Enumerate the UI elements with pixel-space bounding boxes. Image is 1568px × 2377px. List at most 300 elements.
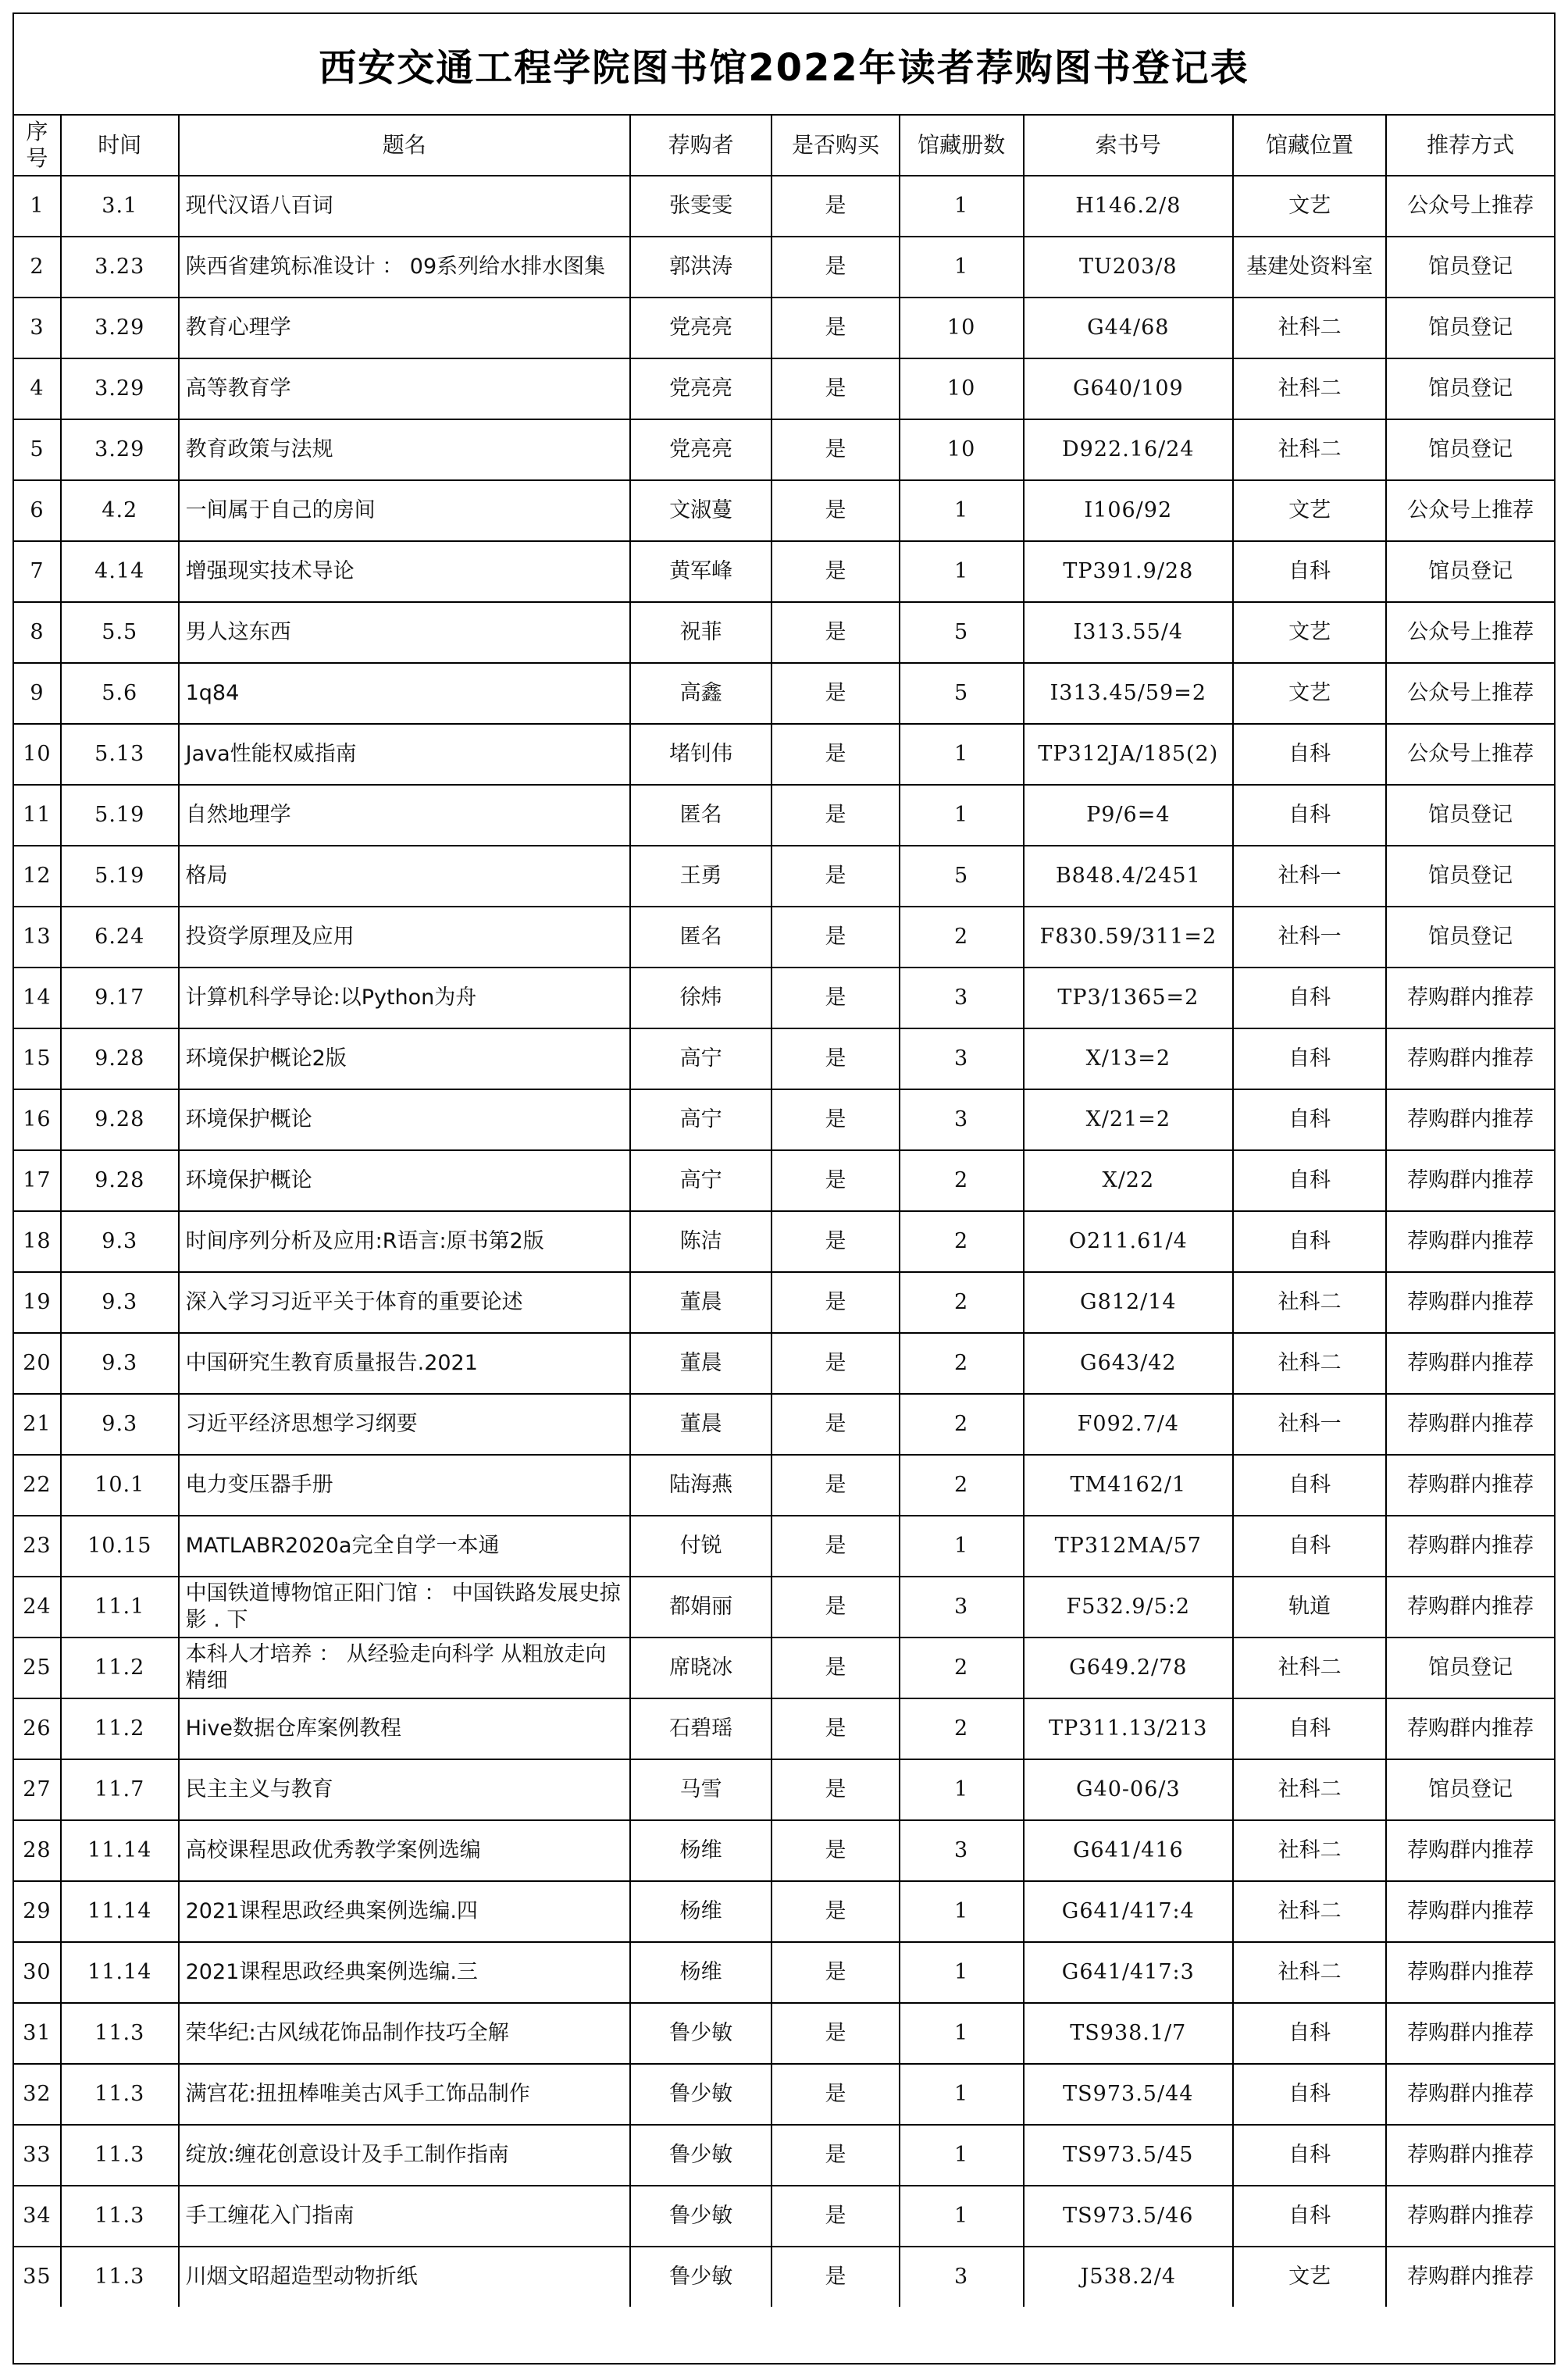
cell-date: 11.3 (61, 2186, 179, 2247)
cell-purchased: 是 (772, 1942, 899, 2003)
cell-purchased: 是 (772, 541, 899, 602)
col-header-recommender: 荐购者 (630, 116, 772, 176)
table-row (14, 1698, 1554, 1759)
cell-title: Java性能权威指南 (179, 724, 630, 785)
cell-method: 荐购群内推荐 (1386, 968, 1554, 1028)
cell-title: 2021课程思政经典案例选编.三 (179, 1942, 630, 2003)
table-row (14, 1272, 1554, 1333)
cell-recommender: 高宁 (630, 1089, 772, 1150)
cell-purchased: 是 (772, 2064, 899, 2125)
cell-index: 28 (14, 1820, 61, 1881)
cell-call-number: G640/109 (1024, 358, 1233, 419)
cell-call-number: F532.9/5:2 (1024, 1577, 1233, 1638)
cell-recommender: 祝菲 (630, 602, 772, 663)
cell-date: 5.19 (61, 846, 179, 907)
cell-copies: 10 (900, 358, 1024, 419)
cell-index: 35 (14, 2247, 61, 2307)
cell-index: 30 (14, 1942, 61, 2003)
cell-date: 9.3 (61, 1394, 179, 1455)
cell-method: 馆员登记 (1386, 1759, 1554, 1820)
cell-copies: 1 (900, 724, 1024, 785)
cell-copies: 2 (900, 1394, 1024, 1455)
cell-method: 馆员登记 (1386, 419, 1554, 480)
cell-location: 社科二 (1233, 1881, 1386, 1942)
cell-recommender: 张雯雯 (630, 176, 772, 237)
cell-copies: 2 (900, 1455, 1024, 1516)
cell-method: 馆员登记 (1386, 846, 1554, 907)
cell-purchased: 是 (772, 785, 899, 846)
cell-location: 社科二 (1233, 1759, 1386, 1820)
table-row (14, 2064, 1554, 2125)
cell-call-number: TP312MA/57 (1024, 1516, 1233, 1577)
cell-purchased: 是 (772, 2247, 899, 2307)
cell-index: 17 (14, 1150, 61, 1211)
cell-index: 16 (14, 1089, 61, 1150)
cell-copies: 2 (900, 1698, 1024, 1759)
cell-index: 34 (14, 2186, 61, 2247)
cell-date: 10.15 (61, 1516, 179, 1577)
table-row (14, 1394, 1554, 1455)
cell-title: 高等教育学 (179, 358, 630, 419)
cell-index: 9 (14, 663, 61, 724)
cell-method: 馆员登记 (1386, 1638, 1554, 1698)
cell-recommender: 高宁 (630, 1150, 772, 1211)
cell-index: 29 (14, 1881, 61, 1942)
cell-call-number: G649.2/78 (1024, 1638, 1233, 1698)
cell-title: 手工缠花入门指南 (179, 2186, 630, 2247)
cell-purchased: 是 (772, 1028, 899, 1089)
cell-method: 荐购群内推荐 (1386, 1089, 1554, 1150)
cell-method: 荐购群内推荐 (1386, 1272, 1554, 1333)
cell-purchased: 是 (772, 480, 899, 541)
cell-index: 26 (14, 1698, 61, 1759)
cell-call-number: F830.59/311=2 (1024, 907, 1233, 968)
table-row (14, 1577, 1554, 1638)
cell-location: 自科 (1233, 1211, 1386, 1272)
cell-location: 自科 (1233, 724, 1386, 785)
cell-date: 11.7 (61, 1759, 179, 1820)
cell-method: 荐购群内推荐 (1386, 2125, 1554, 2186)
cell-location: 社科二 (1233, 419, 1386, 480)
cell-method: 馆员登记 (1386, 358, 1554, 419)
cell-date: 11.14 (61, 1820, 179, 1881)
cell-location: 自科 (1233, 1028, 1386, 1089)
cell-recommender: 董晨 (630, 1272, 772, 1333)
cell-title: 深入学习习近平关于体育的重要论述 (179, 1272, 630, 1333)
cell-call-number: O211.61/4 (1024, 1211, 1233, 1272)
cell-index: 19 (14, 1272, 61, 1333)
cell-title: 现代汉语八百词 (179, 176, 630, 237)
cell-location: 社科二 (1233, 298, 1386, 358)
cell-purchased: 是 (772, 1638, 899, 1698)
cell-date: 4.14 (61, 541, 179, 602)
cell-purchased: 是 (772, 1577, 899, 1638)
cell-title: 中国研究生教育质量报告.2021 (179, 1333, 630, 1394)
cell-title: MATLABR2020a完全自学一本通 (179, 1516, 630, 1577)
cell-method: 馆员登记 (1386, 298, 1554, 358)
cell-recommender: 席晓冰 (630, 1638, 772, 1698)
cell-location: 自科 (1233, 1516, 1386, 1577)
cell-date: 3.1 (61, 176, 179, 237)
table-row (14, 2247, 1554, 2307)
cell-recommender: 文淑蔓 (630, 480, 772, 541)
cell-location: 社科一 (1233, 1394, 1386, 1455)
cell-index: 12 (14, 846, 61, 907)
cell-purchased: 是 (772, 237, 899, 298)
cell-title: 男人这东西 (179, 602, 630, 663)
cell-copies: 1 (900, 541, 1024, 602)
cell-call-number: G641/417:3 (1024, 1942, 1233, 2003)
cell-location: 文艺 (1233, 2247, 1386, 2307)
cell-date: 11.3 (61, 2064, 179, 2125)
cell-purchased: 是 (772, 1333, 899, 1394)
cell-date: 11.2 (61, 1698, 179, 1759)
cell-method: 荐购群内推荐 (1386, 1881, 1554, 1942)
cell-date: 9.28 (61, 1150, 179, 1211)
cell-location: 文艺 (1233, 176, 1386, 237)
cell-call-number: TS938.1/7 (1024, 2003, 1233, 2064)
cell-recommender: 高宁 (630, 1028, 772, 1089)
cell-index: 8 (14, 602, 61, 663)
cell-copies: 2 (900, 1638, 1024, 1698)
cell-title: 投资学原理及应用 (179, 907, 630, 968)
cell-recommender: 董晨 (630, 1394, 772, 1455)
cell-index: 33 (14, 2125, 61, 2186)
cell-copies: 5 (900, 846, 1024, 907)
table-row (14, 1820, 1554, 1881)
col-header-title: 题名 (179, 116, 630, 176)
cell-purchased: 是 (772, 1394, 899, 1455)
cell-title: 格局 (179, 846, 630, 907)
cell-call-number: D922.16/24 (1024, 419, 1233, 480)
cell-index: 15 (14, 1028, 61, 1089)
cell-copies: 1 (900, 2064, 1024, 2125)
cell-purchased: 是 (772, 1881, 899, 1942)
cell-location: 自科 (1233, 2064, 1386, 2125)
cell-method: 公众号上推荐 (1386, 176, 1554, 237)
cell-recommender: 鲁少敏 (630, 2003, 772, 2064)
cell-index: 2 (14, 237, 61, 298)
cell-call-number: TP391.9/28 (1024, 541, 1233, 602)
cell-call-number: G641/417:4 (1024, 1881, 1233, 1942)
cell-recommender: 都娟丽 (630, 1577, 772, 1638)
cell-date: 11.3 (61, 2247, 179, 2307)
header-row (14, 116, 1554, 176)
cell-purchased: 是 (772, 1211, 899, 1272)
cell-title: 民主主义与教育 (179, 1759, 630, 1820)
cell-copies: 1 (900, 237, 1024, 298)
cell-method: 荐购群内推荐 (1386, 2003, 1554, 2064)
cell-copies: 1 (900, 2003, 1024, 2064)
cell-call-number: TM4162/1 (1024, 1455, 1233, 1516)
cell-date: 9.17 (61, 968, 179, 1028)
cell-location: 自科 (1233, 2125, 1386, 2186)
cell-call-number: G643/42 (1024, 1333, 1233, 1394)
cell-method: 公众号上推荐 (1386, 602, 1554, 663)
cell-recommender: 高鑫 (630, 663, 772, 724)
cell-recommender: 付锐 (630, 1516, 772, 1577)
cell-call-number: G812/14 (1024, 1272, 1233, 1333)
table-row (14, 1455, 1554, 1516)
cell-location: 自科 (1233, 541, 1386, 602)
cell-copies: 3 (900, 2247, 1024, 2307)
table-row (14, 1759, 1554, 1820)
cell-title: 自然地理学 (179, 785, 630, 846)
cell-copies: 3 (900, 1089, 1024, 1150)
cell-call-number: TP3/1365=2 (1024, 968, 1233, 1028)
cell-method: 荐购群内推荐 (1386, 2064, 1554, 2125)
cell-call-number: X/13=2 (1024, 1028, 1233, 1089)
cell-date: 9.28 (61, 1028, 179, 1089)
cell-purchased: 是 (772, 663, 899, 724)
table-row (14, 907, 1554, 968)
cell-location: 社科二 (1233, 358, 1386, 419)
cell-index: 31 (14, 2003, 61, 2064)
cell-purchased: 是 (772, 176, 899, 237)
cell-location: 自科 (1233, 2186, 1386, 2247)
cell-recommender: 董晨 (630, 1333, 772, 1394)
cell-copies: 3 (900, 1820, 1024, 1881)
cell-title: 电力变压器手册 (179, 1455, 630, 1516)
cell-call-number: I313.45/59=2 (1024, 663, 1233, 724)
cell-purchased: 是 (772, 1759, 899, 1820)
cell-recommender: 郭洪涛 (630, 237, 772, 298)
cell-index: 24 (14, 1577, 61, 1638)
table-row (14, 1150, 1554, 1211)
cell-purchased: 是 (772, 2125, 899, 2186)
table-row (14, 2003, 1554, 2064)
cell-call-number: X/21=2 (1024, 1089, 1233, 1150)
cell-title: 计算机科学导论:以Python为舟 (179, 968, 630, 1028)
cell-method: 公众号上推荐 (1386, 480, 1554, 541)
table-row (14, 1638, 1554, 1698)
cell-method: 荐购群内推荐 (1386, 1150, 1554, 1211)
cell-location: 社科二 (1233, 1942, 1386, 2003)
cell-title: 时间序列分析及应用:R语言:原书第2版 (179, 1211, 630, 1272)
cell-call-number: TS973.5/46 (1024, 2186, 1233, 2247)
cell-call-number: P9/6=4 (1024, 785, 1233, 846)
col-header-call-number: 索书号 (1024, 116, 1233, 176)
cell-purchased: 是 (772, 1455, 899, 1516)
register-sheet (12, 12, 1556, 2365)
cell-method: 馆员登记 (1386, 541, 1554, 602)
cell-index: 13 (14, 907, 61, 968)
cell-location: 社科二 (1233, 1333, 1386, 1394)
cell-method: 荐购群内推荐 (1386, 1028, 1554, 1089)
table-row (14, 176, 1554, 237)
cell-title: 增强现实技术导论 (179, 541, 630, 602)
col-header-index: 序号 (14, 116, 61, 176)
cell-copies: 1 (900, 785, 1024, 846)
cell-recommender: 杨维 (630, 1881, 772, 1942)
cell-title: 绽放:缠花创意设计及手工制作指南 (179, 2125, 630, 2186)
table-row (14, 358, 1554, 419)
table-row (14, 1333, 1554, 1394)
cell-method: 荐购群内推荐 (1386, 1577, 1554, 1638)
cell-index: 3 (14, 298, 61, 358)
cell-call-number: G44/68 (1024, 298, 1233, 358)
cell-date: 9.28 (61, 1089, 179, 1150)
table-row (14, 419, 1554, 480)
cell-method: 馆员登记 (1386, 785, 1554, 846)
cell-call-number: TS973.5/44 (1024, 2064, 1233, 2125)
cell-index: 23 (14, 1516, 61, 1577)
cell-title: 陕西省建筑标准设计 ： 09系列给水排水图集 (179, 237, 630, 298)
cell-method: 公众号上推荐 (1386, 724, 1554, 785)
cell-date: 10.1 (61, 1455, 179, 1516)
page-title: 西安交通工程学院图书馆2022年读者荐购图书登记表 (14, 14, 1554, 116)
cell-index: 25 (14, 1638, 61, 1698)
cell-purchased: 是 (772, 298, 899, 358)
cell-purchased: 是 (772, 724, 899, 785)
cell-method: 馆员登记 (1386, 237, 1554, 298)
cell-recommender: 匿名 (630, 785, 772, 846)
cell-index: 27 (14, 1759, 61, 1820)
cell-index: 32 (14, 2064, 61, 2125)
cell-recommender: 鲁少敏 (630, 2064, 772, 2125)
cell-call-number: X/22 (1024, 1150, 1233, 1211)
cell-copies: 3 (900, 1028, 1024, 1089)
col-header-purchased: 是否购买 (772, 116, 899, 176)
cell-index: 11 (14, 785, 61, 846)
cell-index: 18 (14, 1211, 61, 1272)
cell-index: 7 (14, 541, 61, 602)
cell-index: 10 (14, 724, 61, 785)
cell-copies: 1 (900, 480, 1024, 541)
cell-date: 5.6 (61, 663, 179, 724)
table-row (14, 663, 1554, 724)
cell-location: 自科 (1233, 1698, 1386, 1759)
cell-recommender: 石碧瑶 (630, 1698, 772, 1759)
cell-copies: 1 (900, 1942, 1024, 2003)
cell-method: 荐购群内推荐 (1386, 1698, 1554, 1759)
cell-title: 教育政策与法规 (179, 419, 630, 480)
cell-index: 21 (14, 1394, 61, 1455)
cell-copies: 1 (900, 2125, 1024, 2186)
cell-copies: 5 (900, 663, 1024, 724)
cell-index: 14 (14, 968, 61, 1028)
cell-date: 11.1 (61, 1577, 179, 1638)
cell-copies: 3 (900, 1577, 1024, 1638)
cell-call-number: I106/92 (1024, 480, 1233, 541)
cell-date: 9.3 (61, 1211, 179, 1272)
cell-recommender: 堵钊伟 (630, 724, 772, 785)
cell-title: Hive数据仓库案例教程 (179, 1698, 630, 1759)
cell-date: 3.29 (61, 419, 179, 480)
cell-recommender: 马雪 (630, 1759, 772, 1820)
cell-recommender: 王勇 (630, 846, 772, 907)
cell-date: 3.29 (61, 358, 179, 419)
cell-copies: 1 (900, 1759, 1024, 1820)
cell-method: 荐购群内推荐 (1386, 2247, 1554, 2307)
cell-title: 教育心理学 (179, 298, 630, 358)
cell-index: 6 (14, 480, 61, 541)
cell-purchased: 是 (772, 1516, 899, 1577)
cell-purchased: 是 (772, 1698, 899, 1759)
cell-date: 6.24 (61, 907, 179, 968)
cell-purchased: 是 (772, 2186, 899, 2247)
cell-date: 11.14 (61, 1881, 179, 1942)
col-header-copies: 馆藏册数 (900, 116, 1024, 176)
cell-location: 自科 (1233, 785, 1386, 846)
cell-location: 文艺 (1233, 602, 1386, 663)
cell-call-number: B848.4/2451 (1024, 846, 1233, 907)
cell-recommender: 黄军峰 (630, 541, 772, 602)
cell-method: 荐购群内推荐 (1386, 1516, 1554, 1577)
cell-copies: 10 (900, 419, 1024, 480)
cell-location: 自科 (1233, 2003, 1386, 2064)
cell-index: 5 (14, 419, 61, 480)
table-row (14, 1881, 1554, 1942)
cell-copies: 10 (900, 298, 1024, 358)
cell-call-number: I313.55/4 (1024, 602, 1233, 663)
cell-recommender: 杨维 (630, 1942, 772, 2003)
table-row (14, 2186, 1554, 2247)
cell-copies: 2 (900, 1272, 1024, 1333)
cell-index: 20 (14, 1333, 61, 1394)
cell-title: 中国铁道博物馆正阳门馆 ： 中国铁路发展史掠影 . 下 (179, 1577, 630, 1638)
cell-purchased: 是 (772, 1150, 899, 1211)
cell-date: 3.29 (61, 298, 179, 358)
cell-recommender: 党亮亮 (630, 419, 772, 480)
cell-title: 荣华纪:古风绒花饰品制作技巧全解 (179, 2003, 630, 2064)
cell-date: 11.14 (61, 1942, 179, 2003)
cell-location: 文艺 (1233, 663, 1386, 724)
cell-copies: 1 (900, 2186, 1024, 2247)
cell-method: 荐购群内推荐 (1386, 1333, 1554, 1394)
cell-title: 满宫花:扭扭棒唯美古风手工饰品制作 (179, 2064, 630, 2125)
table-row (14, 541, 1554, 602)
cell-date: 5.5 (61, 602, 179, 663)
cell-call-number: TU203/8 (1024, 237, 1233, 298)
cell-recommender: 鲁少敏 (630, 2186, 772, 2247)
cell-purchased: 是 (772, 2003, 899, 2064)
table-row (14, 298, 1554, 358)
table-row (14, 968, 1554, 1028)
cell-copies: 2 (900, 1150, 1024, 1211)
cell-call-number: TP311.13/213 (1024, 1698, 1233, 1759)
cell-recommender: 匿名 (630, 907, 772, 968)
cell-method: 荐购群内推荐 (1386, 1211, 1554, 1272)
cell-location: 社科二 (1233, 1272, 1386, 1333)
cell-call-number: F092.7/4 (1024, 1394, 1233, 1455)
table-row (14, 1089, 1554, 1150)
cell-title: 环境保护概论2版 (179, 1028, 630, 1089)
cell-location: 自科 (1233, 1089, 1386, 1150)
cell-copies: 5 (900, 602, 1024, 663)
cell-method: 馆员登记 (1386, 907, 1554, 968)
cell-purchased: 是 (772, 602, 899, 663)
cell-location: 文艺 (1233, 480, 1386, 541)
cell-location: 自科 (1233, 968, 1386, 1028)
table-row (14, 1211, 1554, 1272)
cell-location: 社科一 (1233, 907, 1386, 968)
cell-method: 荐购群内推荐 (1386, 1394, 1554, 1455)
cell-title: 环境保护概论 (179, 1150, 630, 1211)
cell-date: 5.13 (61, 724, 179, 785)
cell-date: 9.3 (61, 1333, 179, 1394)
cell-method: 荐购群内推荐 (1386, 1942, 1554, 2003)
cell-copies: 1 (900, 1881, 1024, 1942)
cell-location: 自科 (1233, 1150, 1386, 1211)
cell-title: 环境保护概论 (179, 1089, 630, 1150)
cell-call-number: G641/416 (1024, 1820, 1233, 1881)
cell-location: 社科二 (1233, 1820, 1386, 1881)
col-header-method: 推荐方式 (1386, 116, 1554, 176)
cell-date: 11.3 (61, 2125, 179, 2186)
cell-recommender: 鲁少敏 (630, 2247, 772, 2307)
cell-title: 2021课程思政经典案例选编.四 (179, 1881, 630, 1942)
